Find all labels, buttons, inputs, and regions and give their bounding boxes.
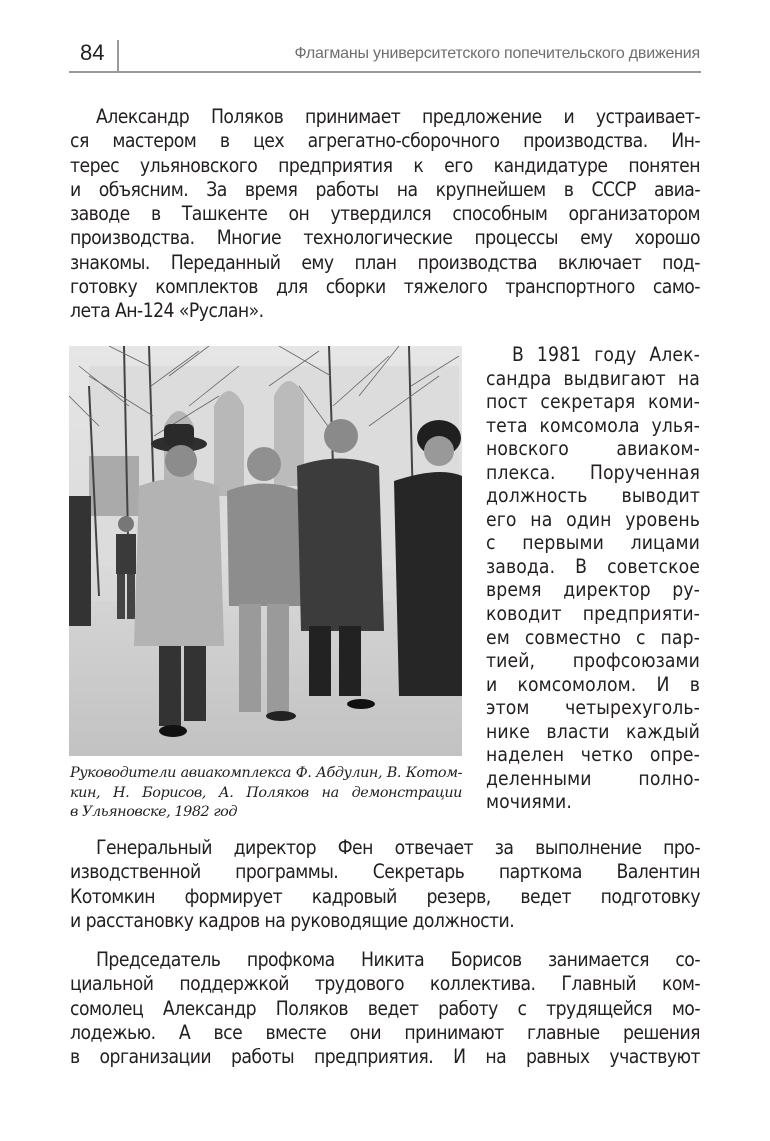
text-line: циальной поддержкой трудового коллектива. Главный ком- — [70, 972, 700, 996]
text-line: изводственной программы. Секретарь парткома Валентин — [70, 860, 700, 884]
running-title: Флагманы университетского попечительского движения — [294, 45, 700, 62]
text-line: время директор ру- — [486, 578, 700, 602]
text-line: нике власти каждый — [486, 719, 700, 743]
text-line: плекса. Порученная — [486, 460, 700, 484]
text-line: пост секретаря коми- — [486, 390, 700, 414]
text-line: производства. Многие технологические процессы ему хорошо — [70, 226, 700, 250]
text-line: новского авиаком- — [486, 437, 700, 461]
text-line: Генеральный директор Фен отвечает за выполнение про- — [96, 836, 700, 859]
text-line: лета Ан-124 «Руслан». — [70, 299, 264, 323]
photo-caption — [70, 764, 462, 823]
text-line: лодежью. А все вместе они принимают главные решения — [70, 1020, 700, 1044]
text-line: Котомкин формирует кадровый резерв, ведет подготовку — [70, 884, 700, 908]
text-line: ководит предприяти- — [486, 602, 700, 626]
text-line: заводе в Ташкенте он утвердился способным организатором — [70, 202, 700, 226]
text-line: должность выводит — [486, 484, 700, 508]
caption-line: в Ульяновске, 1982 год — [70, 804, 238, 820]
caption-line: кин, Н. Борисов, А. Поляков на демонстрации — [70, 784, 462, 801]
photo-image — [69, 346, 462, 756]
text-line: и объясним. За время работы на крупнейшем в СССР авиа- — [70, 177, 700, 201]
text-line: деленными полно- — [486, 766, 700, 790]
photo-leaders-at-demonstration — [69, 346, 462, 756]
text-line: этом четырехуголь- — [486, 696, 700, 720]
header-rule — [69, 71, 701, 73]
text-line: завода. В советское — [486, 554, 700, 578]
text-line: в организации работы предприятия. И на равных участвуют — [70, 1045, 700, 1069]
text-line: его на один уровень — [486, 507, 700, 531]
header-divider — [117, 40, 119, 72]
text-line: тета комсомола улья- — [486, 413, 700, 437]
paragraph-3 — [70, 836, 700, 933]
text-line: готовку комплектов для сборки тяжелого транспортного само- — [70, 275, 700, 299]
text-line: ем совместно с пар- — [486, 625, 700, 649]
caption-line: Руководители авиакомплекса Ф. Абдулин, В. Котом- — [70, 765, 462, 781]
text-line: терес ульяновского предприятия к его кандидатуре понятен — [70, 153, 700, 177]
paragraph-1 — [70, 105, 700, 324]
text-line: с первыми лицами — [486, 531, 700, 555]
text-line: В 1981 году Алек- — [512, 343, 700, 366]
paragraph-side-column — [486, 343, 700, 814]
text-line: наделен четко опре- — [486, 743, 700, 767]
text-line: и расстановку кадров на руководящие должности. — [70, 908, 515, 932]
paragraph-4 — [70, 948, 700, 1069]
text-line: сандра выдвигают на — [486, 366, 700, 390]
text-line: мочиями. — [486, 790, 572, 814]
page-number: 84 — [80, 40, 105, 65]
text-line: Александр Поляков принимает предложение и устраивает- — [96, 105, 700, 128]
text-line: Председатель профкома Никита Борисов занимается со- — [96, 948, 700, 971]
text-line: ся мастером в цех агрегатно-сборочного производства. Ин- — [70, 129, 700, 153]
text-line: тией, профсоюзами — [486, 649, 700, 673]
text-line: знакомы. Переданный ему план производства включает под- — [70, 250, 700, 274]
text-line: и комсомолом. И в — [486, 672, 700, 696]
text-line: сомолец Александр Поляков ведет работу с трудящейся мо- — [70, 996, 700, 1020]
